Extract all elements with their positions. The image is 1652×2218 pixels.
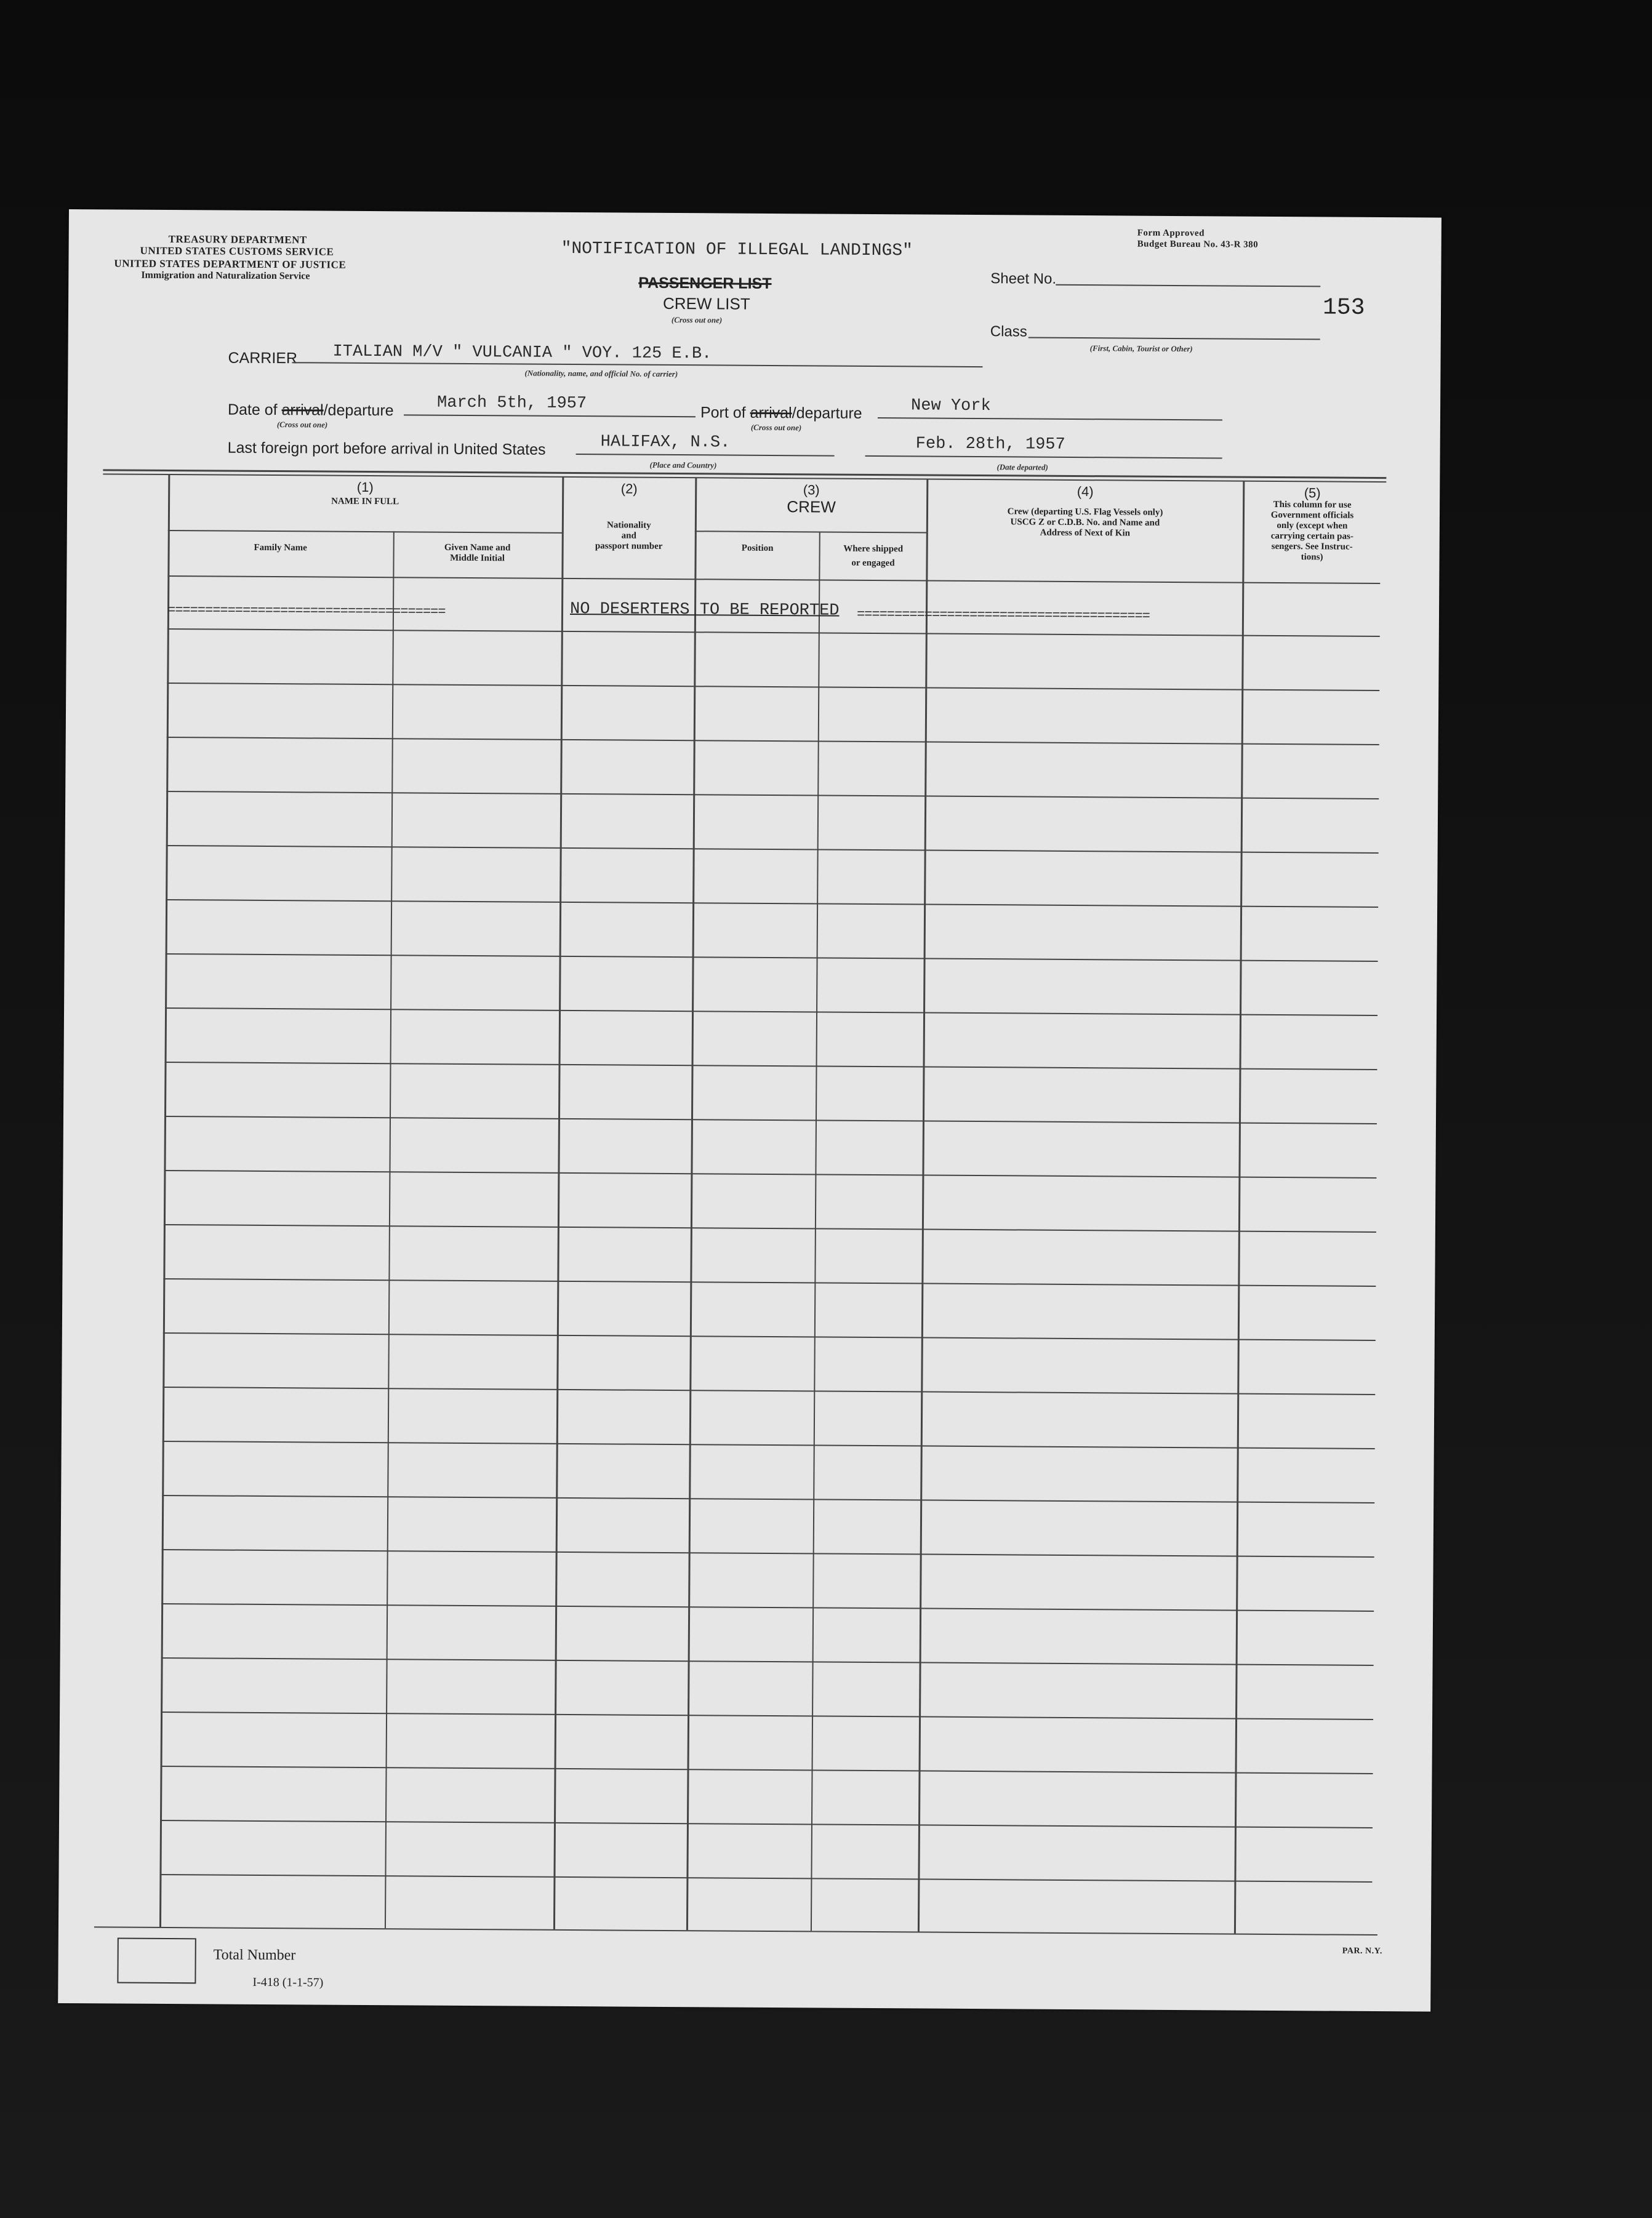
carrier-value: ITALIAN M/V " VULCANIA " VOY. 125 E.B. [332, 342, 712, 364]
agency-line-2: UNITED STATES CUSTOMS SERVICE [140, 244, 334, 258]
entry-no-deserters: NO DESERTERS TO BE REPORTED [569, 599, 840, 620]
table-row [164, 1170, 1376, 1179]
sheet-no-line [1056, 284, 1320, 287]
name-subheader-rule [168, 530, 563, 534]
carrier-label: CARRIER [228, 349, 298, 367]
table-row [163, 1332, 1376, 1341]
col5-number: (5) [1304, 485, 1321, 501]
agency-line-3: UNITED STATES DEPARTMENT OF JUSTICE [114, 257, 347, 271]
col3-number: (3) [803, 482, 820, 498]
table-row [165, 1007, 1377, 1016]
date-departed-caption: (Date departed) [996, 462, 1048, 472]
entry-right-dashes: ======================================= [856, 606, 1150, 624]
col5-official-use: This column for use Government officials only (except when carrying certain pas- sengers. See Instruc- tions) [1270, 499, 1354, 563]
table-row [161, 1603, 1374, 1612]
col1-title: NAME IN FULL [331, 496, 399, 507]
table-row [160, 1820, 1373, 1828]
departure-port-value: New York [910, 396, 991, 416]
date-departed-line [865, 455, 1222, 459]
port-of-label: Port of arrival/departure [700, 404, 862, 422]
agency-line-1: TREASURY DEPARTMENT [168, 233, 307, 246]
col1a-family-name: Family Name [254, 542, 307, 553]
col-line-1 [385, 531, 395, 1928]
sheet-no-label: Sheet No. [990, 270, 1057, 287]
printer-mark: PAR. N.Y. [1342, 1946, 1382, 1956]
last-port-line [576, 454, 835, 457]
table-row [163, 1278, 1376, 1287]
table-row [165, 1062, 1377, 1070]
date-line [404, 414, 696, 417]
table-row [167, 683, 1379, 691]
crew-list-option: CREW LIST [662, 294, 750, 313]
date-of-label: Date of arrival/departure [227, 401, 394, 420]
col-line-6 [1234, 481, 1245, 1934]
class-line [1028, 337, 1320, 340]
col-line-3 [686, 478, 697, 1930]
table-row [162, 1441, 1375, 1449]
last-port-caption: (Place and Country) [649, 460, 717, 470]
table-row [161, 1766, 1373, 1774]
port-line [878, 417, 1222, 420]
date-departed-value: Feb. 28th, 1957 [915, 434, 1065, 454]
port-of-caption: (Cross out one) [750, 422, 802, 433]
departure-date-value: March 5th, 1957 [436, 393, 587, 414]
table-row [167, 628, 1380, 637]
table-row [166, 845, 1379, 854]
table-row [164, 1116, 1377, 1124]
table-row [161, 1712, 1373, 1720]
col1b-given-name: Given Name and Middle Initial [444, 542, 511, 564]
table-row [159, 1874, 1372, 1883]
col3b-where-shipped: Where shipped or engaged [843, 543, 904, 569]
col3-crew-title: CREW [787, 497, 836, 516]
total-number-label: Total Number [213, 1947, 296, 1964]
col2-nationality: Nationality and passport number [595, 520, 663, 551]
col4-number: (4) [1077, 484, 1094, 500]
last-foreign-port-label: Last foreign port before arrival in United States [227, 439, 546, 458]
table-row [167, 737, 1379, 745]
last-foreign-port-value: HALIFAX, N.S. [600, 433, 731, 452]
class-label: Class [990, 323, 1027, 340]
table-row [162, 1387, 1375, 1395]
total-number-box [117, 1938, 196, 1984]
list-type-caption: (Cross out one) [671, 314, 723, 325]
form-approved: Form Approved [1137, 228, 1205, 239]
form-number: I-418 (1-1-57) [252, 1975, 324, 1990]
col3a-position: Position [741, 543, 774, 554]
table-row [166, 791, 1379, 799]
budget-bureau-number: Budget Bureau No. 43-R 380 [1137, 239, 1259, 250]
col4-crew-kin: Crew (departing U.S. Flag Vessels only) USCG Z or C.D.B. No. and Name and Address of Next of Kin [1007, 506, 1163, 538]
table-row [161, 1657, 1374, 1666]
col2-number: (2) [620, 481, 638, 497]
agency-line-4: Immigration and Naturalization Service [141, 270, 310, 282]
crew-subheader-rule [695, 530, 928, 533]
table-row [162, 1549, 1374, 1558]
entry-left-dashes: ===================================== [167, 602, 446, 620]
table-bottom-rule [94, 1926, 1377, 1936]
passenger-list-option: PASSENGER LIST [638, 274, 772, 292]
table-row [162, 1495, 1374, 1503]
header-bottom-rule [167, 575, 1380, 584]
col-line-5 [918, 479, 928, 1932]
form-title: "NOTIFICATION OF ILLEGAL LANDINGS" [561, 239, 913, 261]
sheet-number: 153 [1322, 294, 1365, 321]
col1-number: (1) [356, 479, 374, 495]
date-of-caption: (Cross out one) [276, 420, 328, 430]
table-row [166, 953, 1378, 962]
crew-list-form [58, 209, 1441, 2012]
col-line-2 [553, 477, 564, 1929]
class-caption: (First, Cabin, Tourist or Other) [1089, 343, 1193, 354]
carrier-caption: (Nationality, name, and official No. of carrier) [524, 368, 678, 379]
table-row [166, 899, 1378, 908]
col-line-left [159, 474, 170, 1927]
table-row [164, 1224, 1376, 1233]
